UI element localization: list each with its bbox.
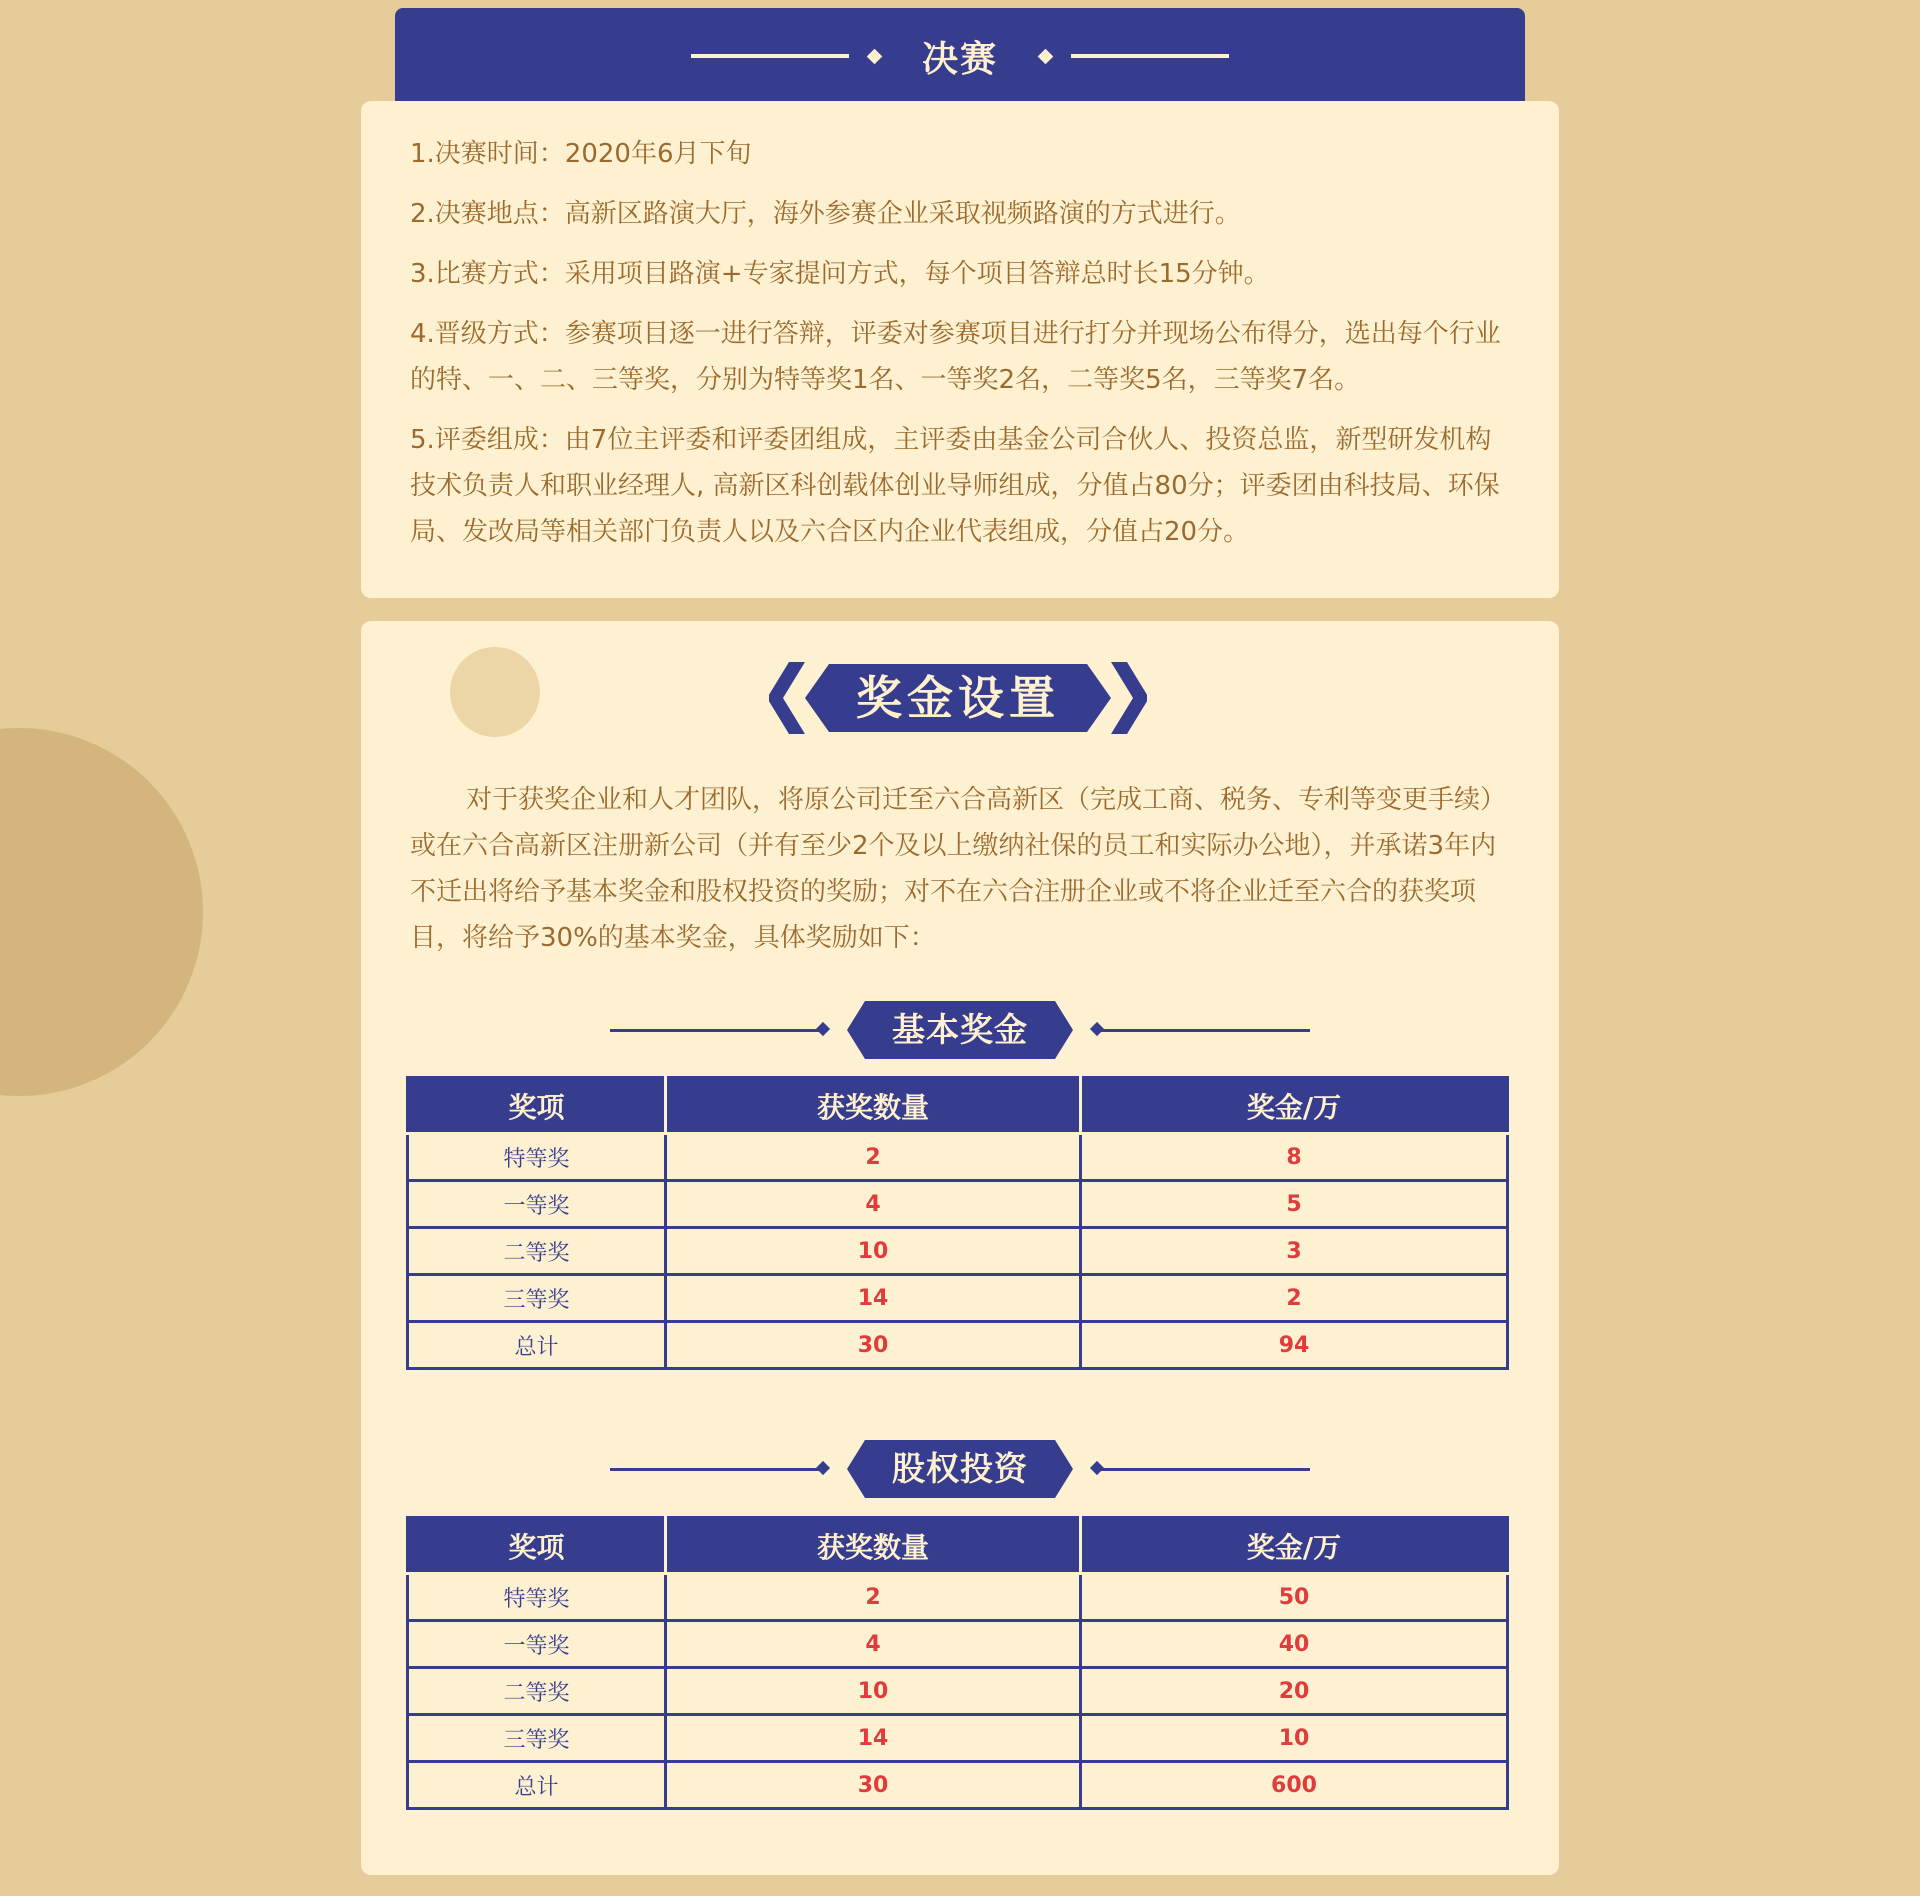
- diamond-icon: [867, 48, 883, 64]
- table-row: 特等奖 2 8: [408, 1134, 1508, 1181]
- basic-heading-label: 基本奖金: [892, 1010, 1028, 1049]
- table-header: 奖金/万: [1081, 1078, 1508, 1134]
- basic-prize-table: [406, 1076, 1509, 1370]
- table-row: 二等奖 10 20: [408, 1668, 1508, 1715]
- final-banner: [395, 8, 1525, 103]
- banner-title: 决赛: [921, 38, 998, 80]
- table-row: 二等奖 10 3: [408, 1228, 1508, 1275]
- rule-item: 3.比赛方式：采用项目路演+专家提问方式，每个项目答辩总时长15分钟。: [410, 259, 1270, 289]
- table-header: 奖项: [408, 1078, 666, 1134]
- table-header: 获奖数量: [666, 1518, 1081, 1574]
- table-row: 特等奖 2 50: [408, 1574, 1508, 1621]
- prize-card: [361, 621, 1559, 1875]
- table-row: 三等奖 14 2: [408, 1275, 1508, 1322]
- rule-item: 2.决赛地点：高新区路演大厅，海外参赛企业采取视频路演的方式进行。: [410, 199, 1241, 229]
- prize-title-badge: [769, 660, 1147, 736]
- rule-item: 5.评委组成：由7位主评委和评委团组成，主评委由基金公司合伙人、投资总监，新型研发机构技术负责人和职业经理人, 高新区科创载体创业导师组成，分值占80分；评委团由科技局、环保局、发改局等相关部门负责人以及六合区内企业代表组成，分值占20分。: [410, 425, 1500, 547]
- basic-heading: [610, 1001, 1310, 1059]
- rules-card: [361, 101, 1559, 598]
- equity-heading: [610, 1440, 1310, 1498]
- rule-item: 1.决赛时间：2020年6月下旬: [410, 139, 752, 169]
- table-row: 一等奖 4 40: [408, 1621, 1508, 1668]
- table-header: 获奖数量: [666, 1078, 1081, 1134]
- rule-item: 4.晋级方式：参赛项目逐一进行答辩，评委对参赛项目进行打分并现场公布得分，选出每个行业的特、一、二、三等奖，分别为特等奖1名、一等奖2名，二等奖5名，三等奖7名。: [410, 319, 1501, 395]
- prize-title: 奖金设置: [856, 671, 1060, 725]
- equity-heading-label: 股权投资: [892, 1449, 1028, 1488]
- table-row: 一等奖 4 5: [408, 1181, 1508, 1228]
- table-row: 三等奖 14 10: [408, 1715, 1508, 1762]
- equity-prize-table: [406, 1516, 1509, 1810]
- banner-line-left: [691, 54, 849, 58]
- table-row-total: 总计 30 600: [408, 1762, 1508, 1809]
- prize-intro: 对于获奖企业和人才团队，将原公司迁至六合高新区（完成工商、税务、专利等变更手续）或在六合高新区注册新公司（并有至少2个及以上缴纳社保的员工和实际办公地），并承诺3年内不迁出将给予基本奖金和股权投资的奖励；对不在六合注册企业或不将企业迁至六合的获奖项目，将给予30%的基本奖金，具体奖励如下：: [410, 785, 1507, 953]
- decorative-circle: [0, 728, 203, 1096]
- table-header: 奖金/万: [1081, 1518, 1508, 1574]
- rules-list: [410, 131, 1510, 569]
- decorative-circle: [450, 647, 540, 737]
- diamond-icon: [816, 1022, 830, 1036]
- table-row-total: 总计 30 94: [408, 1322, 1508, 1369]
- diamond-icon: [1038, 48, 1054, 64]
- diamond-icon: [816, 1461, 830, 1475]
- banner-line-right: [1071, 54, 1229, 58]
- table-header: 奖项: [408, 1518, 666, 1574]
